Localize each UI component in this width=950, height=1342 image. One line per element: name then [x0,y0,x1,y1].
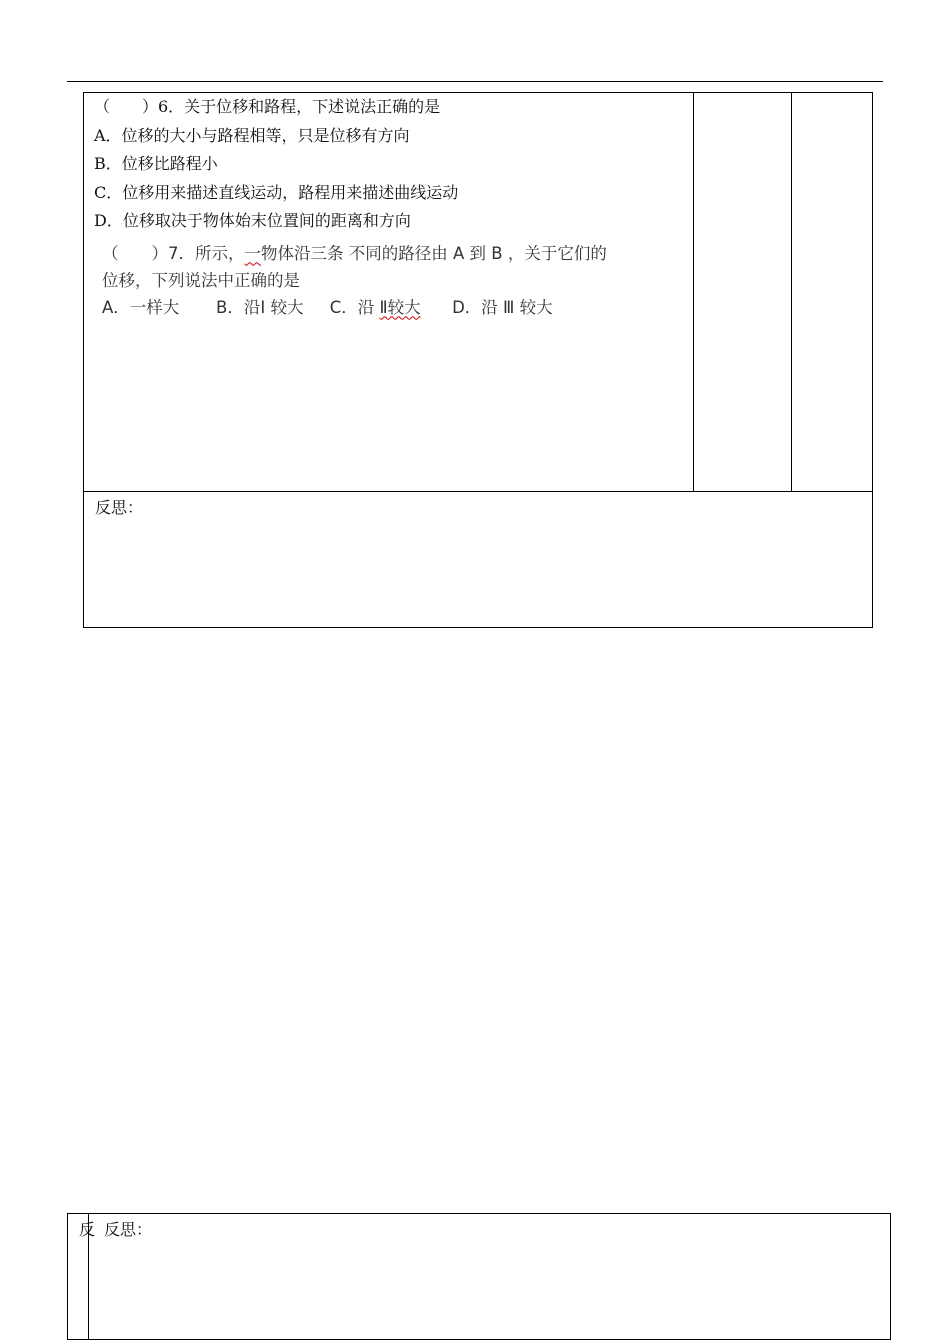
bottom-divider [88,1214,89,1339]
reflection-label: 反思： [95,498,144,517]
blank-cell-3 [791,93,872,492]
q7-stem-pre: （ ）7．所示， [102,243,245,263]
question-row [84,93,873,492]
bottom-reflection-box [67,1213,891,1340]
q6-stem: （ ）6．关于位移和路程，下述说法正确的是 [94,97,441,116]
q7-stem-wavy: 一 [244,243,261,263]
q7-stem-line1 [84,240,693,267]
reflection-row [84,492,873,628]
q6-option-c: C．位移用来描述直线运动，路程用来描述曲线运动 [94,182,459,202]
q6-option-b: B．位移比路程小 [94,154,218,173]
question-cell [84,93,694,492]
q7-option-c-pre: C．沿 [329,297,380,317]
q6-option-d: D．位移取决于物体始末位置间的距离和方向 [94,211,411,230]
q7-option-d: D．沿 Ⅲ 较大 [452,297,553,317]
blank-cell-2 [693,93,791,492]
q7-stem-post: 物体沿三条 不同的路径由 A 到 B ，关于它们的 [261,243,607,263]
lesson-table [83,92,873,628]
q7-option-c-wavy: Ⅱ较大 [379,297,421,317]
q7-options [84,294,693,321]
q7-option-a: A．一样大 [102,297,180,317]
bottom-fragment: 反 [79,1220,96,1239]
q7-option-b: B．沿Ⅰ 较大 [216,297,304,317]
bottom-reflection-label: 反思： [104,1220,153,1239]
header-rule [67,81,883,82]
q7-stem-line2: 位移，下列说法中正确的是 [102,270,300,290]
q6-option-a: A．位移的大小与路程相等，只是位移有方向 [94,125,410,145]
reflection-cell [84,492,873,628]
